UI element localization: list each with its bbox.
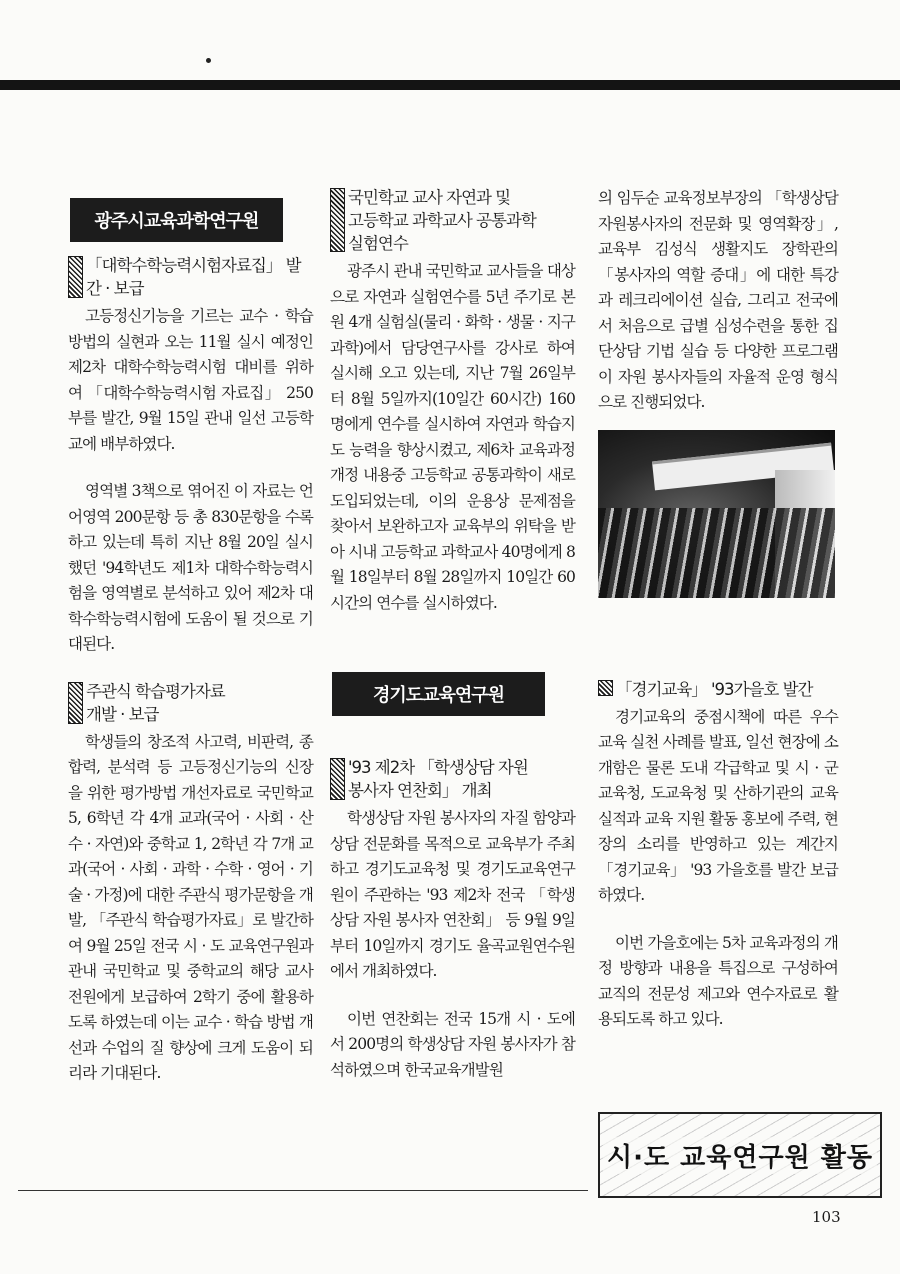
- event-photo: [598, 430, 835, 598]
- article-paragraph: 고등정신기능을 기르는 교수 · 학습방법의 실현과 오는 11월 실시 예정인 제2차 대학수학능력시험 대비를 위하여 「대학수학능력시험 자료집」 250부를 발간, 9월 15일 관내 일선 고등학교에 배부하였다.: [68, 307, 313, 453]
- column-3: [598, 186, 838, 1055]
- heading-line: 「경기교육」 '93가을호 발간: [616, 679, 813, 699]
- article-paragraph: 이번 가을호에는 5차 교육과정의 개정 방향과 내용을 특집으로 구성하여 교직의 전문성 제고와 연수자료로 활용되도록 하고 있다.: [598, 933, 838, 1028]
- footer-rule: [18, 1190, 588, 1191]
- hatch-mark-icon: [68, 682, 83, 724]
- top-rule: [0, 80, 900, 90]
- hatch-mark-icon: [598, 680, 613, 696]
- page-number: 103: [812, 1208, 841, 1226]
- heading-line: 봉사자 연찬회」 개최: [348, 781, 492, 800]
- article-heading: [330, 756, 575, 802]
- article-paragraph: 경기교육의 중점시책에 따른 우수교육 실천 사례를 발표, 일선 현장에 소개함은 물론 도내 각급학교 및 시 · 군 교육청, 도교육청 및 산하기관의 교육 실적과 교육 지원 활동 홍보에 주력, 현장의 소리를 반영하고 있는 계간지 「경기교육」 '93 가을호를 발간 보급하였다.: [598, 707, 838, 904]
- article-paragraph: 광주시 관내 국민학교 교사들을 대상으로 자연과 실험연수를 5년 주기로 본원 4개 실험실(물리 · 화학 · 생물 · 지구과학)에서 담당연구사를 강사로 하여 실시해 오고 있는데, 지난 7월 26일부터 8월 5일까지(10일간 60시간) 160명에게 연수를 실시하여 자연과 학습지도 능력을 향상시켰고, 제6차 교육과정 개정 내용중 고등학교 공통과학이 새로 도입되었는데, 이의 운용상 문제점을 찾아서 보완하고자 교육부의 위탁을 받아 시내 고등학교 과학교사 40명에게 8월 18일부터 8월 28일까지 10일간 60시간의 연수를 실시하였다.: [330, 262, 575, 612]
- article-paragraph: 이번 연찬회는 전국 15개 시 · 도에서 200명의 학생상담 자원 봉사자가 참석하였으며 한국교육개발원: [330, 1009, 575, 1079]
- column-1: [68, 178, 313, 1109]
- article-heading: [330, 186, 575, 255]
- article-paragraph: 학생상담 자원 봉사자의 자질 함양과 상담 전문화를 목적으로 교육부가 주최하고 경기도교육청 및 경기도교육연구원이 주관하는 '93 제2차 전국 「학생상담 자원 봉사자 연찬회」 등 9월 9일부터 10일까지 경기도 율곡교원연수원에서 개최하였다.: [330, 809, 575, 980]
- decorative-dot: [206, 58, 211, 63]
- heading-line: '93 제2차 「학생상담 자원: [348, 758, 528, 777]
- heading-line: 실험연수: [348, 234, 408, 253]
- article-heading: [68, 254, 313, 300]
- section-footer-box: [598, 1112, 882, 1198]
- hatch-mark-icon: [330, 758, 345, 800]
- heading-line: 고등학교 과학교사 공통과학: [348, 211, 536, 230]
- article-paragraph: 영역별 3책으로 엮어진 이 자료는 언어영역 200문항 등 총 830문항을 수록하고 있는데 특히 지난 8월 20일 실시했던 '94학년도 제1차 대학수학능력시험을 영역별로 분석하고 있어 제2차 대학수학능력시험에 도움이 될 것으로 기대된다.: [68, 482, 313, 653]
- heading-line: 「대학수학능력시험자료집」 발: [86, 256, 301, 275]
- heading-line: 주관식 학습평가자료: [86, 681, 225, 701]
- article-heading: [68, 680, 313, 726]
- column-2: [330, 178, 575, 1105]
- section-banner-gyeonggi: 경기도교육연구원: [332, 672, 545, 716]
- hatch-mark-icon: [68, 256, 83, 298]
- heading-line: 국민학교 교사 자연과 및: [348, 188, 511, 207]
- section-footer-title: 시·도 교육연구원 활동: [603, 1137, 877, 1174]
- article-paragraph: 학생들의 창조적 사고력, 비판력, 종합력, 분석력 등 고등정신기능의 신장을 위한 평가방법 개선자료로 국민학교 5, 6학년 각 4개 교과(국어 · 사회 · 산수 · 자연)와 중학교 1, 2학년 각 7개 교과(국어 · 사회 · 과학 · 수학 · 영어 · 기술 · 가정)에 대한 주관식 평가문항을 개발, 「주관식 학습평가자료」로 발간하여 9월 25일 전국 시 · 도 교육연구원과 관내 국민학교 및 중학교의 해당 교사 전원에게 보급하여 2학기 중에 활용하도록 하였는데 이는 교수 · 학습 방법 개선과 수업의 질 향상에 크게 도움이 되리라 기대된다.: [68, 732, 313, 1082]
- heading-line: 개발 · 보급: [86, 704, 159, 724]
- photo-crowd: [598, 508, 835, 598]
- article-paragraph-continued: 의 임두순 교육정보부장의 「학생상담 자원봉사자의 전문화 및 영역확장」, 교육부 김성식 생활지도 장학관의 「봉사자의 역할 증대」에 대한 특강과 레크리에이션 실습, 그리고 전국에서 처음으로 급별 심성수련을 통한 집단상담 기법 실습 등 다양한 프로그램이 자원 봉사자들의 자율적 운영 형식으로 진행되었다.: [598, 189, 838, 411]
- hatch-mark-icon: [330, 188, 345, 252]
- article-heading: [598, 678, 838, 701]
- section-banner-gwangju: 광주시교육과학연구원: [70, 198, 283, 242]
- heading-line: 간 · 보급: [86, 279, 144, 298]
